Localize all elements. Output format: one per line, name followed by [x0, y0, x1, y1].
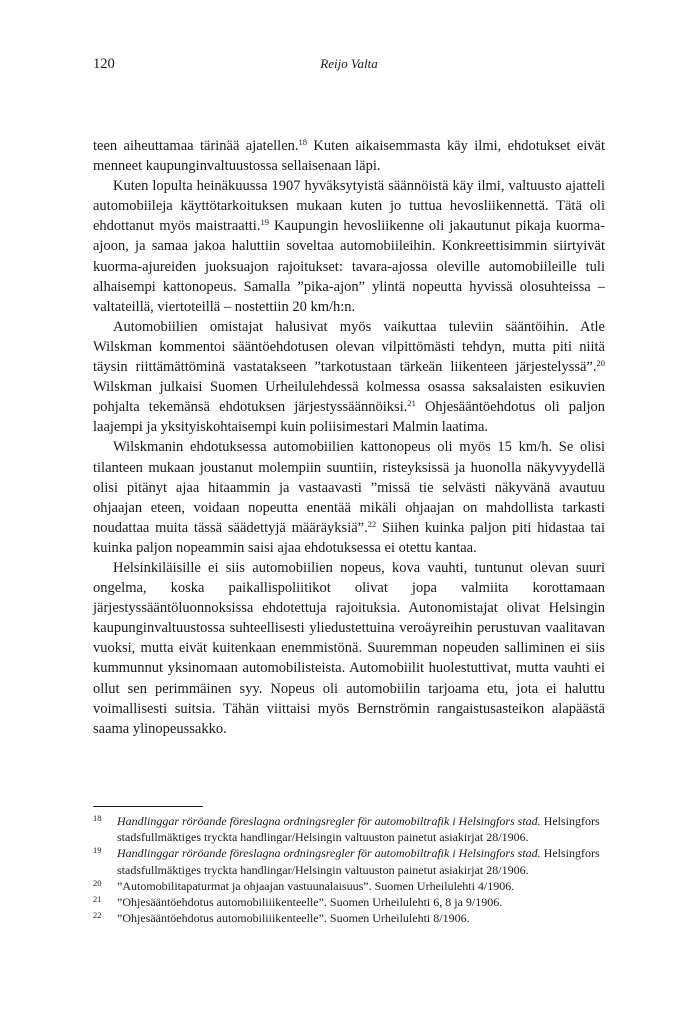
paragraph: teen aiheuttamaa tärinää ajatellen.$^{18}$ Kuten aikaisemmasta käy ilmi, ehdotukset eivät menneet kaupunginvaltuustossa sellaisenaan läpi.: [93, 137, 606, 175]
footnote-number: 19: [93, 845, 102, 856]
footnote-number: 20: [93, 877, 102, 888]
body-text: [93, 136, 605, 739]
footnote-ref[interactable]: 22: [367, 518, 377, 529]
footnote-ref[interactable]: 19: [260, 217, 269, 228]
footnote: 22 ”Ohjesääntöehdotus automobiliiikenteelle”. Suomen Urheilulehti 8/1906.: [93, 910, 605, 926]
footnote-ref[interactable]: 21: [407, 398, 416, 409]
footnote-ref[interactable]: 20: [596, 358, 605, 369]
paragraph: Kuten lopulta heinäkuussa 1907 hyväksytyistä säännöistä käy ilmi, valtuusto ajatteli automobiileja käyttötarkoituksen mukaan kuten jo tuttua hevosliikennettä. Tätä oli ehdottanut myös maistraatti.$^{19}$ Kaupungin hevosliikenne oli jakautunut pikaja kuorma-ajoon, ja samaa jakoa haluttiin soveltaa automobiileihin. Konkreettisimmin siirtyivät kuorma-ajureiden juoksuajon rajoitukset: tavara-ajossa oleville automobiileille tuli alhaisempi kattonopeus. Samalla ”pika-ajon” ylintä nopeutta hyvissä olosuhteissa – valtateillä, viertoteillä – nostettiin 20 km/h:n.: [93, 178, 605, 315]
running-title: Reijo Valta: [320, 56, 378, 71]
footnotes: [93, 813, 605, 926]
footnote-ref[interactable]: 18: [298, 137, 308, 147]
paragraph: Helsinkiläisille ei siis automobiilien nopeus, kova vauhti, tuntunut olevan suuri ongelma, koska paikallispoliitikot olivat jopa valmiita korottamaan järjestyssääntöluonnoksissa ehdotettuja rajoituksia. Autonomistajat olivat Helsingin kaupunginvaltuustossa suhteellisesti yliedustettuina veroäyreihin perustuvan vaalitavan vuoksi, mutta eivät kuitenkaan enemmistönä. Suuremman nopeuden salliminen ei siis kummunnut yksinomaan automobilisteista. Automobiilit huolestuttivat, mutta vauhti ei ollut sen perimmäinen syy. Nopeus oli automobiilin tarjoama etu, jota ei haluttu voimallisesti suitsia. Tähän viittaisi myös Bernströmin rangaistusasteikon alapäästä saama ylinopeussakko.: [93, 559, 605, 737]
footnote: 18 Handlinggar röröande föreslagna ordningsregler för automobiltrafik i Helsingfors stad. Helsingfors stadsfullmäktiges tryckta handlingar/Helsingin valtuuston painetut asiakirjat 28/1906.: [93, 813, 605, 845]
footnote: 19 Handlinggar röröande föreslagna ordningsregler för automobiltrafik i Helsingfors stad. Helsingfors stadsfullmäktiges tryckta handlingar/Helsingin valtuuston painetut asiakirjat 28/1906.: [93, 845, 605, 877]
footnote-number: 18: [93, 813, 102, 823]
footnote: 21 ”Ohjesääntöehdotus automobiliiikenteelle”. Suomen Urheilulehti 6, 8 ja 9/1906.: [93, 894, 605, 910]
footnote-number: 22: [93, 910, 102, 921]
paragraph: Wilskmanin ehdotuksessa automobiilien kattonopeus oli myös 15 km/h. Se olisi tilanteen mukaan joustanut molempiin suuntiin, risteyksissä ja huonolla näkyvyydellä olisi pitänyt ajaa hitaammin ja vastaavasti ”missä tie selvästi näkyvänä avautuu ohjaajan eteen, voidaan nopeutta enentää mikäli ohjaajan on mahdollista tarkasti noudattaa muita tässä säädettyjä määräyksiä”.$^{22}$ Siihen kuinka paljon piti hidastaa tai kuinka paljon nopeammin saisi ajaa ehdotuksessa ei otettu kantaa.: [93, 439, 605, 556]
page-header: [93, 56, 605, 76]
footnote: 20 ”Automobilitapaturmat ja ohjaajan vastuunalaisuus”. Suomen Urheilulehti 4/1906.: [93, 878, 605, 894]
footnote-number: 21: [93, 894, 102, 905]
page-number: 120: [93, 56, 115, 72]
footnote-divider: [93, 806, 203, 807]
paragraph: Automobiilien omistajat halusivat myös vaikuttaa tuleviin sääntöihin. Atle Wilskman kommentoi sääntöehdotusen olevan vilpittömästi tehdyn, mutta piti niitä täysin riittämättöminä vastatakseen ”tarkotustaan tärkeän liikenteen järjestelyssä”.$^{20}$ Wilskman julkaisi Suomen Urheilulehdessä kolmessa osassa saksalaisten esikuvien pohjalta tekemänsä ehdotuksen järjestyssäännöiksi.$^{21}$ Ohjesääntöehdotus oli paljon laajempi ja yksityiskohtaisempi kuin poliisimestari Malmin laatima.: [93, 318, 605, 436]
